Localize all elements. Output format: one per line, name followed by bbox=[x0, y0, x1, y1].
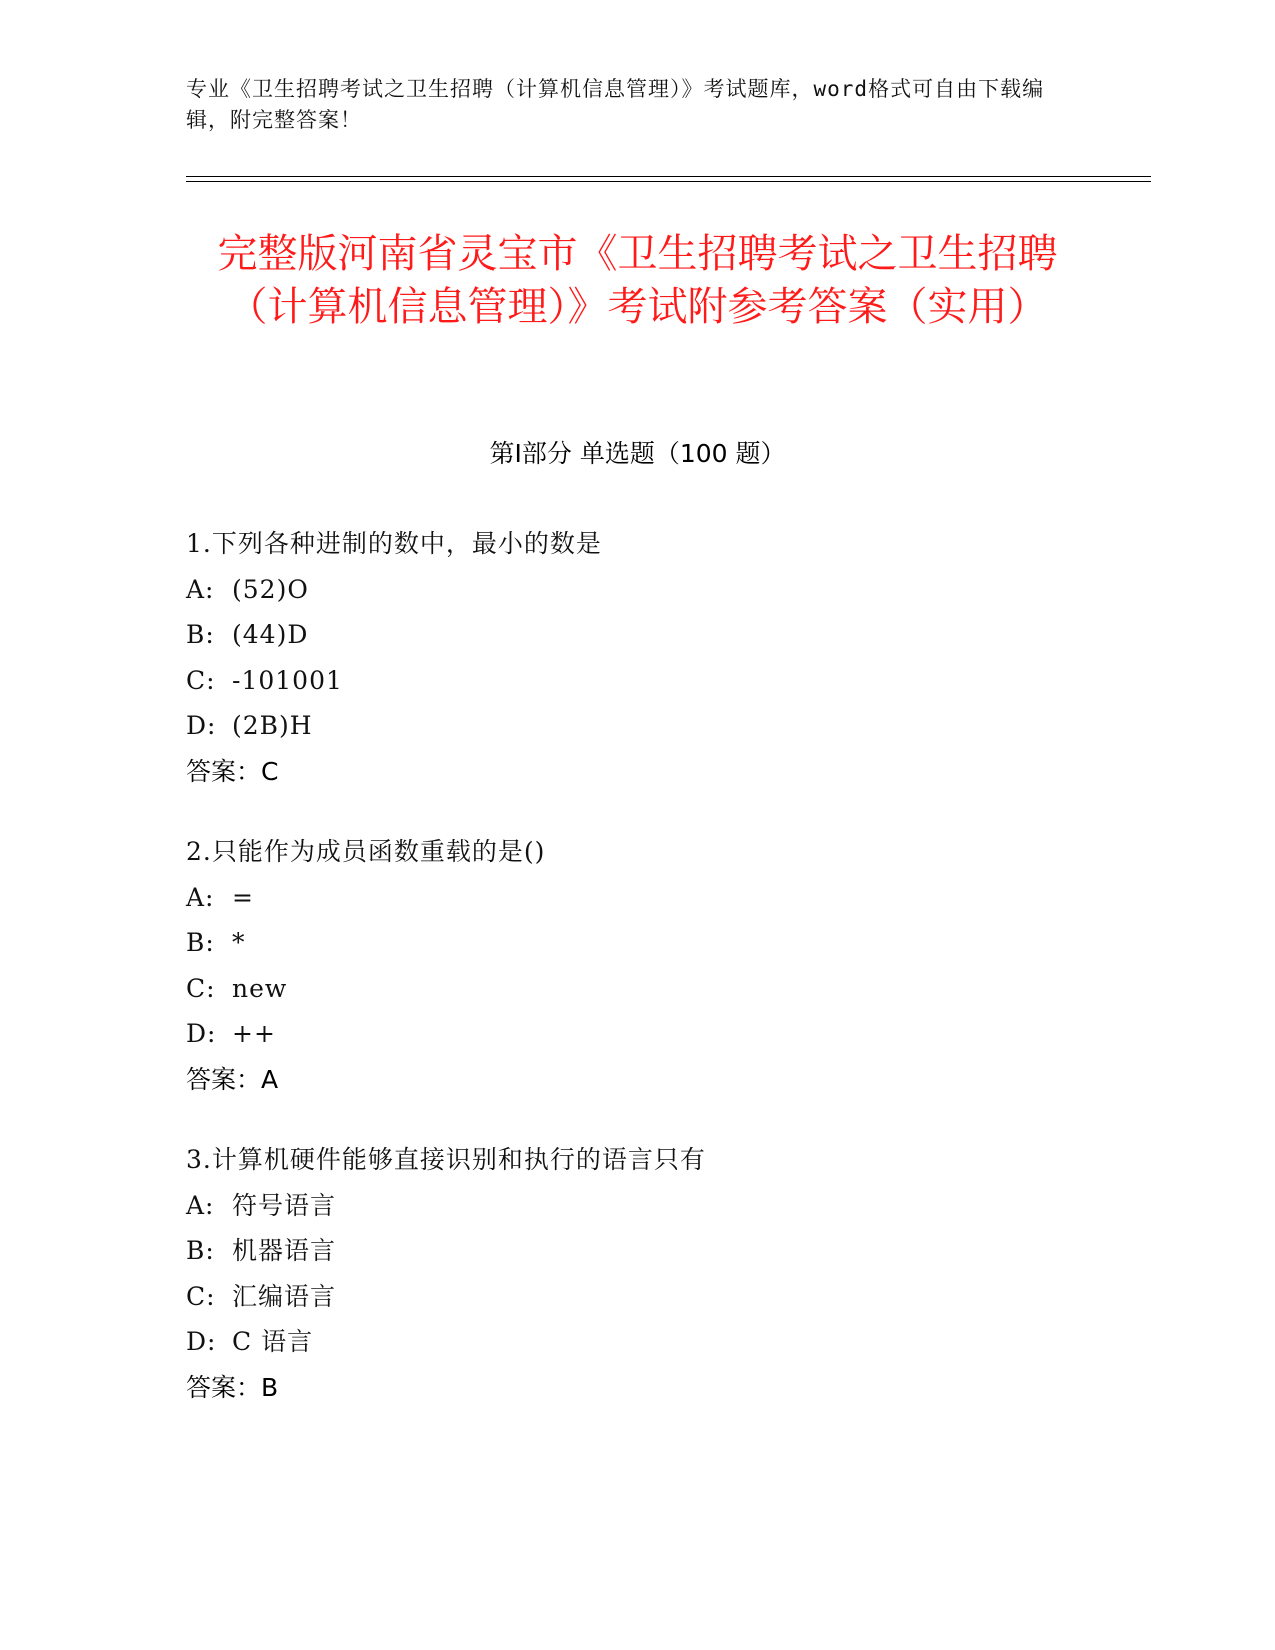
option-d bbox=[186, 703, 1086, 749]
option-b bbox=[186, 1228, 1086, 1274]
question-stem: 1.下列各种进制的数中，最小的数是 bbox=[186, 529, 602, 558]
option-letter: A: bbox=[186, 574, 215, 604]
option-letter: D: bbox=[186, 1019, 217, 1048]
document-title: 完整版河南省灵宝市《卫生招聘考试之卫生招聘（计算机信息管理）》考试附参考答案（实用） bbox=[217, 231, 1058, 330]
option-letter: A: bbox=[186, 1190, 215, 1220]
option-d bbox=[186, 1319, 1086, 1365]
option-text: 机器语言 bbox=[232, 1236, 337, 1265]
question-stem: 2.只能作为成员函数重载的是() bbox=[186, 837, 546, 866]
option-text: 汇编语言 bbox=[232, 1281, 337, 1311]
option-letter: D: bbox=[186, 1327, 217, 1356]
option-letter: A: bbox=[186, 882, 215, 912]
question-1 bbox=[186, 521, 1086, 794]
option-letter: C: bbox=[186, 1281, 216, 1311]
option-letter: B: bbox=[186, 1236, 215, 1265]
option-b bbox=[186, 612, 1086, 658]
section-heading: 第Ⅰ部分 单选题（100 题） bbox=[489, 439, 786, 468]
option-a bbox=[186, 567, 1086, 613]
option-text: = bbox=[232, 882, 254, 912]
header-note: 专业《卫生招聘考试之卫生招聘（计算机信息管理）》考试题库，word格式可自由下载编辑，附完整答案！ bbox=[186, 77, 1045, 132]
option-letter: C: bbox=[186, 665, 216, 695]
answer-line: 答案：C bbox=[186, 756, 279, 786]
option-c bbox=[186, 1274, 1086, 1320]
option-text: -101001 bbox=[232, 665, 343, 695]
option-text: 符号语言 bbox=[232, 1190, 337, 1220]
option-a bbox=[186, 875, 1086, 921]
question-3 bbox=[186, 1137, 1086, 1410]
option-letter: B: bbox=[186, 928, 215, 957]
question-stem: 3.计算机硬件能够直接识别和执行的语言只有 bbox=[186, 1145, 706, 1174]
option-d bbox=[186, 1011, 1086, 1057]
header-divider-top bbox=[186, 176, 1151, 177]
option-text: * bbox=[232, 928, 246, 957]
option-a bbox=[186, 1183, 1086, 1229]
option-text: C 语言 bbox=[232, 1327, 314, 1356]
option-text: (44)D bbox=[232, 620, 309, 649]
option-text: new bbox=[232, 973, 288, 1003]
answer-line: 答案：A bbox=[186, 1064, 279, 1094]
option-c bbox=[186, 658, 1086, 704]
option-letter: D: bbox=[186, 711, 217, 740]
option-text: ++ bbox=[232, 1019, 276, 1048]
option-letter: C: bbox=[186, 973, 216, 1003]
option-b bbox=[186, 920, 1086, 966]
question-2 bbox=[186, 829, 1086, 1102]
answer-line: 答案：B bbox=[186, 1372, 279, 1402]
header-divider-bottom bbox=[186, 181, 1151, 182]
option-text: (2B)H bbox=[232, 711, 313, 740]
option-c bbox=[186, 966, 1086, 1012]
option-letter: B: bbox=[186, 620, 215, 649]
option-text: (52)O bbox=[232, 574, 309, 604]
